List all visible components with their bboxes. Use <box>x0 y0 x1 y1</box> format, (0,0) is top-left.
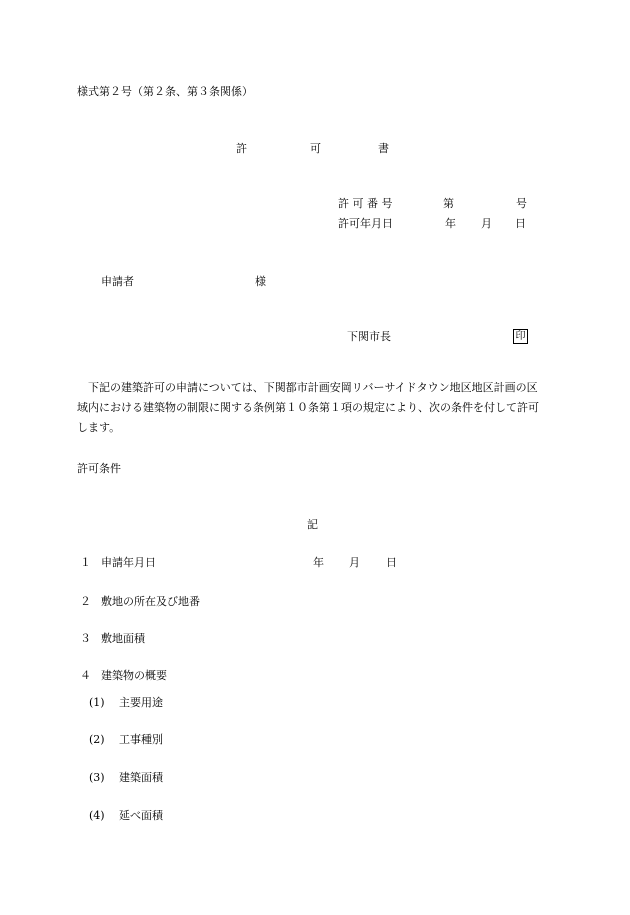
item-2-number: ２ <box>80 595 91 608</box>
title-char-2: 可 <box>310 142 321 155</box>
applicant-honorific: 様 <box>255 275 266 288</box>
applicant-label: 申請者 <box>101 275 134 288</box>
subitem-2-number: (2) <box>89 733 105 746</box>
item-1-label: 申請年月日 <box>101 556 156 569</box>
item-1-day: 日 <box>386 556 397 569</box>
mayor-title: 下関市長 <box>347 330 391 343</box>
record-heading: 記 <box>307 518 318 531</box>
subitem-3-number: (3) <box>89 771 105 784</box>
item-2-label: 敷地の所在及び地番 <box>101 595 200 608</box>
item-1-year: 年 <box>313 556 324 569</box>
form-reference: 様式第２号（第２条、第３条関係） <box>77 85 253 98</box>
title-char-3: 書 <box>378 142 389 155</box>
item-1-number: １ <box>80 556 91 569</box>
permit-number-suffix: 号 <box>516 197 527 210</box>
item-3-label: 敷地面積 <box>101 632 145 645</box>
permit-number-label: 許 可 番 号 <box>338 197 393 210</box>
permit-number-prefix: 第 <box>443 197 454 210</box>
conditions-label: 許可条件 <box>77 462 121 475</box>
title-char-1: 許 <box>236 142 247 155</box>
subitem-1-label: 主要用途 <box>119 696 163 709</box>
subitem-4-number: (4) <box>89 809 105 822</box>
subitem-2-label: 工事種別 <box>119 733 163 746</box>
official-seal-mark: 印 <box>513 329 528 344</box>
permit-date-year: 年 <box>445 217 456 230</box>
body-paragraph: 下記の建築許可の申請については、下関都市計画安岡リバーサイドタウン地区地区計画の区域内における建築物の制限に関する条例第１０条第１項の規定により、次の条件を付して許可します。 <box>77 381 539 434</box>
item-1-month: 月 <box>349 556 360 569</box>
subitem-4-label: 延べ面積 <box>119 809 163 822</box>
permit-date-label: 許可年月日 <box>338 217 393 230</box>
permit-date-day: 日 <box>515 217 526 230</box>
item-4-number: ４ <box>80 669 91 682</box>
item-3-number: ３ <box>80 632 91 645</box>
permit-date-month: 月 <box>481 217 492 230</box>
item-4-label: 建築物の概要 <box>101 669 167 682</box>
subitem-1-number: (1) <box>89 696 105 709</box>
subitem-3-label: 建築面積 <box>119 771 163 784</box>
